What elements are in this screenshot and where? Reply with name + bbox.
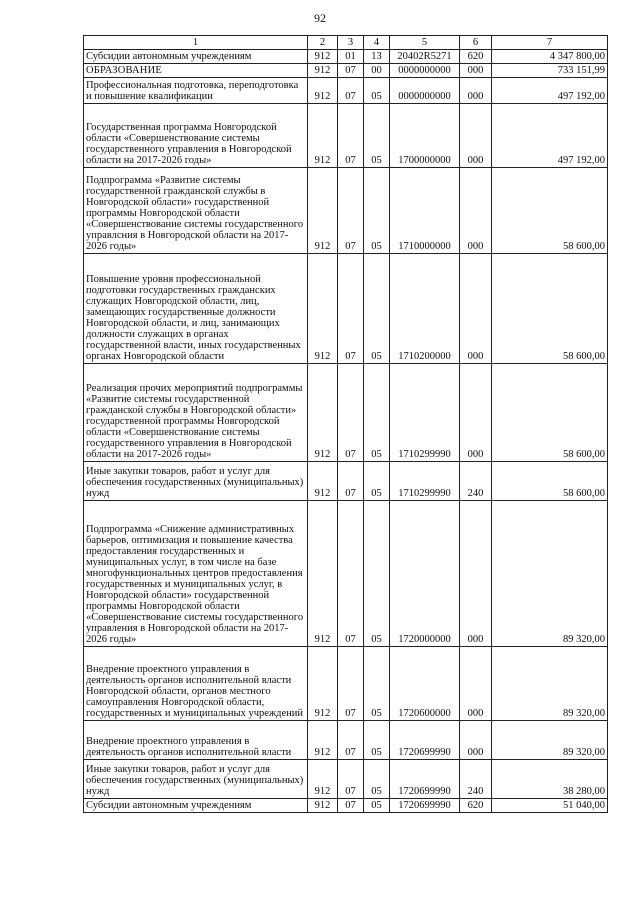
row-section-code: 07 xyxy=(338,78,364,104)
row-amount: 58 600,00 xyxy=(492,168,608,254)
col-header-3: 3 xyxy=(338,36,364,50)
row-target-code: 1700000000 xyxy=(390,104,460,168)
row-amount: 733 151,99 xyxy=(492,64,608,78)
row-name: Подпрограмма «Развитие системы государственной гражданской службы в Новгородской области» государственной программы Новгородской области «Совершенствование системы государственного управлсния в Новгородской области на 2017-2026 годы» xyxy=(84,168,308,254)
row-ministry-code: 912 xyxy=(308,254,338,364)
row-expense-type: 620 xyxy=(460,50,492,64)
table-row xyxy=(84,462,608,501)
row-amount: 58 600,00 xyxy=(492,462,608,501)
row-target-code: 1720699990 xyxy=(390,799,460,813)
row-expense-type: 000 xyxy=(460,254,492,364)
table-row xyxy=(84,50,608,64)
row-name: Внедрение проектного управления в деятельность органов исполнительной власти Новгородской области, органов местного самоуправления Новгородской области, государственных и муниципальных учреждений xyxy=(84,647,308,721)
row-ministry-code: 912 xyxy=(308,799,338,813)
col-header-1: 1 xyxy=(84,36,308,50)
row-amount: 38 280,00 xyxy=(492,760,608,799)
row-expense-type: 000 xyxy=(460,168,492,254)
row-name: Профессиональная подготовка, переподготовка и повышение квалификации xyxy=(84,78,308,104)
row-amount: 4 347 800,00 xyxy=(492,50,608,64)
col-header-4: 4 xyxy=(364,36,390,50)
row-expense-type: 000 xyxy=(460,647,492,721)
row-expense-type: 000 xyxy=(460,64,492,78)
row-amount: 89 320,00 xyxy=(492,501,608,647)
row-subsection-code: 00 xyxy=(364,64,390,78)
row-target-code: 1720600000 xyxy=(390,647,460,721)
row-ministry-code: 912 xyxy=(308,721,338,760)
row-target-code: 1710299990 xyxy=(390,364,460,462)
row-amount: 58 600,00 xyxy=(492,254,608,364)
budget-table xyxy=(83,35,608,813)
row-subsection-code: 05 xyxy=(364,364,390,462)
row-target-code: 0000000000 xyxy=(390,64,460,78)
row-ministry-code: 912 xyxy=(308,462,338,501)
row-section-code: 01 xyxy=(338,50,364,64)
row-target-code: 1720699990 xyxy=(390,721,460,760)
row-expense-type: 240 xyxy=(460,462,492,501)
row-ministry-code: 912 xyxy=(308,64,338,78)
row-name: Внедрение проектного управления в деятельность органов исполнительной власти xyxy=(84,721,308,760)
row-amount: 51 040,00 xyxy=(492,799,608,813)
row-subsection-code: 05 xyxy=(364,501,390,647)
row-section-code: 07 xyxy=(338,168,364,254)
row-target-code: 1710000000 xyxy=(390,168,460,254)
row-section-code: 07 xyxy=(338,254,364,364)
row-subsection-code: 05 xyxy=(364,78,390,104)
row-name: Подпрограмма «Снижение административных барьеров, оптимизация и повышение качества предоставления государственных и муниципальных услуг, в том числе на базе многофункциональных центров предоставления государственных и муниципальных услуг, в Новгородской области» государственной программы Новгородской области «Совершенствование системы государственного управления в Новгородской области на 2017-2026 годы» xyxy=(84,501,308,647)
row-section-code: 07 xyxy=(338,721,364,760)
table-row xyxy=(84,64,608,78)
row-expense-type: 000 xyxy=(460,721,492,760)
table-row xyxy=(84,760,608,799)
row-section-code: 07 xyxy=(338,501,364,647)
row-expense-type: 000 xyxy=(460,501,492,647)
row-ministry-code: 912 xyxy=(308,647,338,721)
row-amount: 89 320,00 xyxy=(492,647,608,721)
row-target-code: 1710299990 xyxy=(390,462,460,501)
row-ministry-code: 912 xyxy=(308,104,338,168)
table-row xyxy=(84,501,608,647)
row-section-code: 07 xyxy=(338,104,364,168)
column-header-row xyxy=(84,36,608,50)
row-name: Иные закупки товаров, работ и услуг для обеспечения государственных (муниципальных) нужд xyxy=(84,462,308,501)
row-subsection-code: 05 xyxy=(364,104,390,168)
row-section-code: 07 xyxy=(338,462,364,501)
row-subsection-code: 05 xyxy=(364,168,390,254)
row-expense-type: 620 xyxy=(460,799,492,813)
row-amount: 58 600,00 xyxy=(492,364,608,462)
row-ministry-code: 912 xyxy=(308,50,338,64)
col-header-2: 2 xyxy=(308,36,338,50)
row-ministry-code: 912 xyxy=(308,78,338,104)
row-section-code: 07 xyxy=(338,647,364,721)
row-section-code: 07 xyxy=(338,760,364,799)
table-row xyxy=(84,104,608,168)
row-subsection-code: 13 xyxy=(364,50,390,64)
row-section-code: 07 xyxy=(338,364,364,462)
table-row xyxy=(84,78,608,104)
row-section-code: 07 xyxy=(338,64,364,78)
row-section-code: 07 xyxy=(338,799,364,813)
row-ministry-code: 912 xyxy=(308,364,338,462)
row-amount: 497 192,00 xyxy=(492,104,608,168)
row-target-code: 1720000000 xyxy=(390,501,460,647)
table-row xyxy=(84,721,608,760)
row-expense-type: 000 xyxy=(460,78,492,104)
row-name: Государственная программа Новгородской области «Совершенствование системы государственного управления в Новгородской области на 2017-2026 годы» xyxy=(84,104,308,168)
row-expense-type: 000 xyxy=(460,104,492,168)
row-subsection-code: 05 xyxy=(364,254,390,364)
row-amount: 497 192,00 xyxy=(492,78,608,104)
row-subsection-code: 05 xyxy=(364,721,390,760)
row-expense-type: 240 xyxy=(460,760,492,799)
row-ministry-code: 912 xyxy=(308,168,338,254)
col-header-6: 6 xyxy=(460,36,492,50)
row-name: Повышение уровня профессиональной подготовки государственных гражданских служащих Новгородской области, лиц, замещающих государственные должности Новгородской области, и лиц, занимающих должности служащих в органах государственной власти, иных государственных органах Новгородской области xyxy=(84,254,308,364)
row-subsection-code: 05 xyxy=(364,462,390,501)
row-expense-type: 000 xyxy=(460,364,492,462)
col-header-7: 7 xyxy=(492,36,608,50)
table-row xyxy=(84,168,608,254)
row-name: Субсидии автономным учреждениям xyxy=(84,50,308,64)
row-ministry-code: 912 xyxy=(308,501,338,647)
col-header-5: 5 xyxy=(390,36,460,50)
row-subsection-code: 05 xyxy=(364,760,390,799)
row-name: ОБРАЗОВАНИЕ xyxy=(84,64,308,78)
table-row xyxy=(84,254,608,364)
page-number: 92 xyxy=(314,11,326,25)
table-row xyxy=(84,647,608,721)
row-name: Субсидии автономным учреждениям xyxy=(84,799,308,813)
row-target-code: 1710200000 xyxy=(390,254,460,364)
row-target-code: 1720699990 xyxy=(390,760,460,799)
table-row xyxy=(84,799,608,813)
row-subsection-code: 05 xyxy=(364,647,390,721)
row-target-code: 0000000000 xyxy=(390,78,460,104)
row-name: Иные закупки товаров, работ и услуг для обеспечения государственных (муниципальных) нужд xyxy=(84,760,308,799)
table-row xyxy=(84,364,608,462)
row-ministry-code: 912 xyxy=(308,760,338,799)
row-subsection-code: 05 xyxy=(364,799,390,813)
row-name: Реализация прочих мероприятий подпрограммы «Развитие системы государственной гражданской службы в Новгородской области» государственной программы Новгородской области «Совершенствование системы государственного управления в Новгородской области на 2017-2026 годы» xyxy=(84,364,308,462)
row-amount: 89 320,00 xyxy=(492,721,608,760)
row-target-code: 20402R5271 xyxy=(390,50,460,64)
